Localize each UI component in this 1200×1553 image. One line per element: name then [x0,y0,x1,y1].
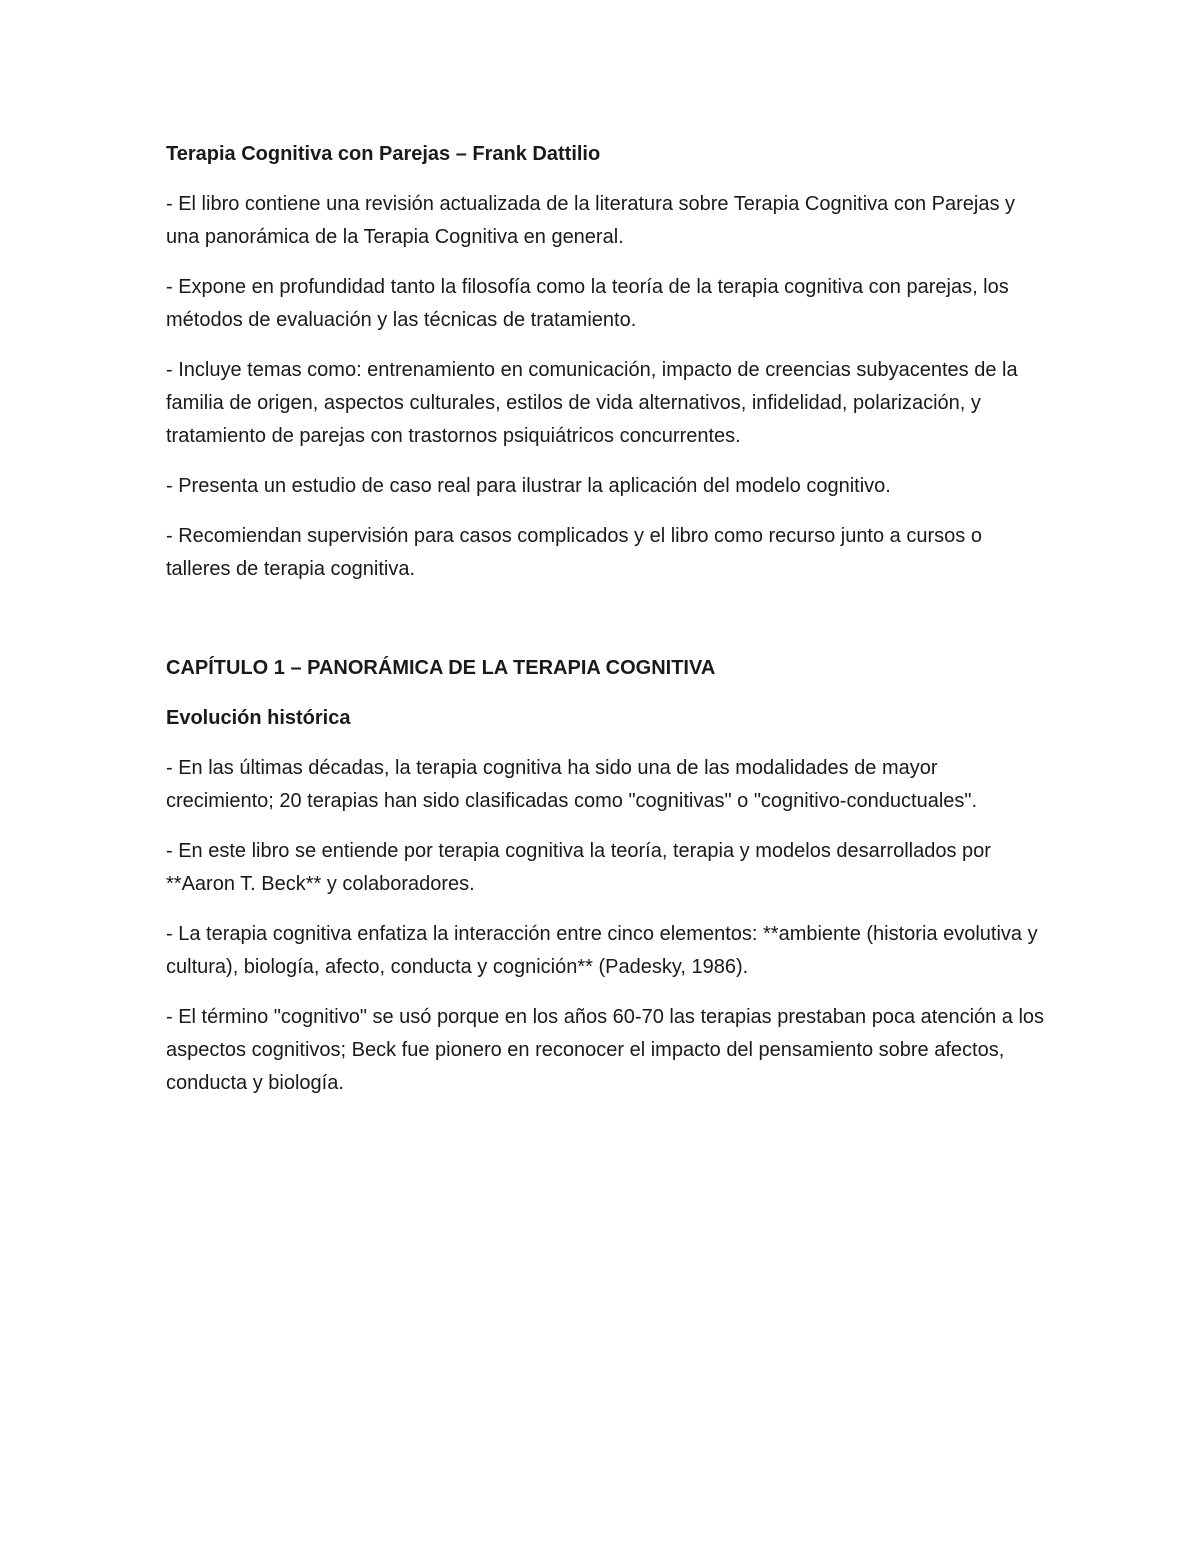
section-heading: Evolución histórica [166,707,351,729]
document-page [166,138,1046,1117]
section-paragraph-3: - La terapia cognitiva enfatiza la interacción entre cinco elementos: **ambiente (historia evolutiva y cultura), biología, afecto, conducta y cognición** (Padesky, 1986). [166,923,1038,978]
section-paragraph-1: - En las últimas décadas, la terapia cognitiva ha sido una de las modalidades de mayor crecimiento; 20 terapias han sido clasificadas como "cognitivas" o "cognitivo-conductuales". [166,757,978,812]
section-paragraph-2: - En este libro se entiende por terapia cognitiva la teoría, terapia y modelos desarrollados por **Aaron T. Beck** y colaboradores. [166,840,991,895]
document-title: Terapia Cognitiva con Parejas – Frank Dattilio [166,143,601,165]
intro-paragraph-5: - Recomiendan supervisión para casos complicados y el libro como recurso junto a cursos o talleres de terapia cognitiva. [166,525,982,580]
intro-paragraph-4: - Presenta un estudio de caso real para ilustrar la aplicación del modelo cognitivo. [166,475,891,497]
intro-paragraph-1: - El libro contiene una revisión actualizada de la literatura sobre Terapia Cognitiva con Parejas y una panorámica de la Terapia Cognitiva en general. [166,193,1015,248]
chapter-heading: CAPÍTULO 1 – PANORÁMICA DE LA TERAPIA COGNITIVA [166,657,716,679]
section-paragraph-4: - El término "cognitivo" se usó porque en los años 60-70 las terapias prestaban poca atención a los aspectos cognitivos; Beck fue pionero en reconocer el impacto del pensamiento sobre afectos, conducta y biología. [166,1006,1045,1094]
intro-paragraph-2: - Expone en profundidad tanto la filosofía como la teoría de la terapia cognitiva con parejas, los métodos de evaluación y las técnicas de tratamiento. [166,276,1009,331]
intro-paragraph-3: - Incluye temas como: entrenamiento en comunicación, impacto de creencias subyacentes de la familia de origen, aspectos culturales, estilos de vida alternativos, infidelidad, polarización, y tratamiento de parejas con trastornos psiquiátricos concurrentes. [166,359,1018,447]
